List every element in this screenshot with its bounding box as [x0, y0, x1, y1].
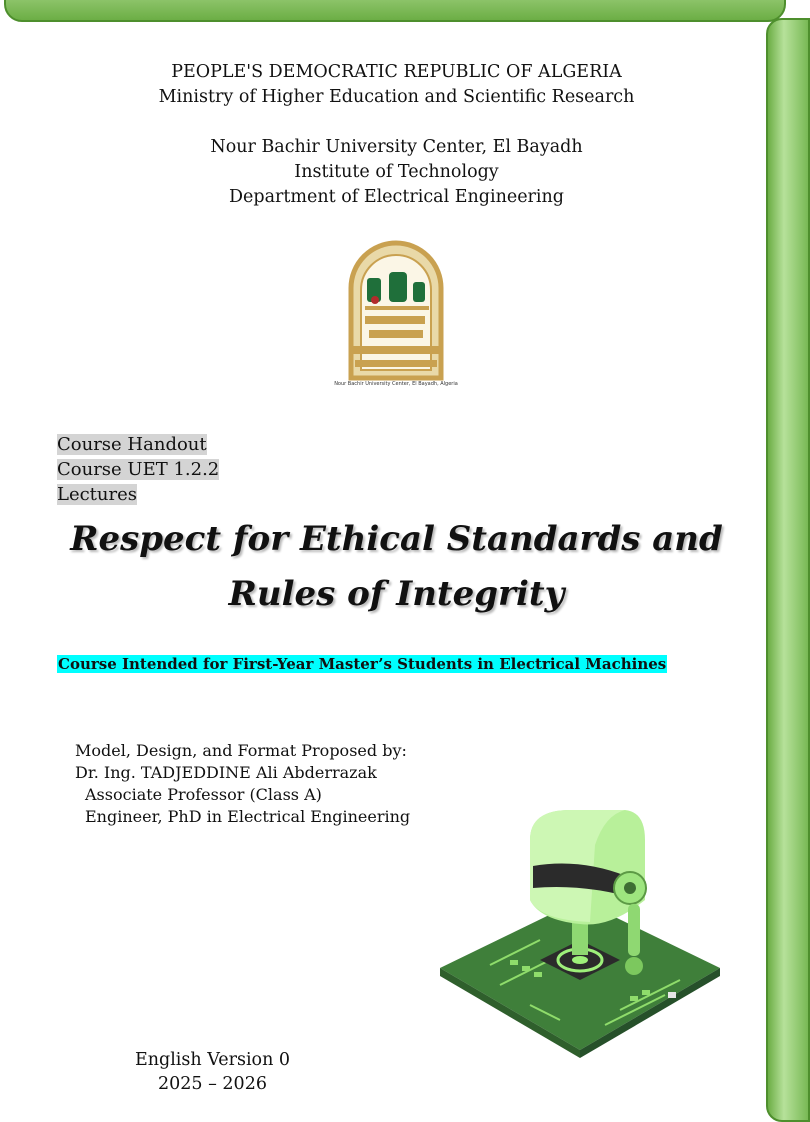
audience-highlight: Course Intended for First-Year Master’s Students in Electrical Machines [58, 655, 667, 673]
institution-header [0, 60, 793, 110]
university-header [0, 135, 793, 210]
university-name: Nour Bachir University Center, El Bayadh [210, 137, 583, 157]
author-rank: Associate Professor (Class A) [85, 785, 322, 804]
top-border-bar [4, 0, 786, 22]
university-logo [334, 238, 458, 388]
author-intro: Model, Design, and Format Proposed by: [75, 741, 407, 760]
course-format: Lectures [57, 484, 138, 505]
document-title [0, 512, 793, 622]
author-degree: Engineer, PhD in Electrical Engineering [85, 807, 411, 826]
country-name: PEOPLE'S DEMOCRATIC REPUBLIC OF ALGERIA [171, 62, 622, 82]
institute-name: Institute of Technology [294, 162, 499, 182]
title-line-1: Respect for Ethical Standards and [70, 519, 723, 559]
course-type: Course Handout [57, 434, 207, 455]
version-label: English Version 0 [134, 1050, 291, 1070]
department-name: Department of Electrical Engineering [229, 187, 564, 207]
author-name: Dr. Ing. TADJEDDINE Ali Abderrazak [75, 763, 377, 782]
course-code: Course UET 1.2.2 [57, 459, 220, 480]
ministry-name: Ministry of Higher Education and Scientific Research [158, 87, 635, 107]
logo-caption: Nour Bachir University Center, El Bayadh, Algeria [334, 381, 458, 387]
robot-circuit-icon [430, 800, 730, 1065]
academic-year: 2025 – 2026 [158, 1074, 267, 1094]
title-line-2: Rules of Integrity [228, 574, 565, 614]
author-block [75, 740, 410, 828]
course-meta [57, 432, 219, 507]
version-block [120, 1048, 305, 1096]
